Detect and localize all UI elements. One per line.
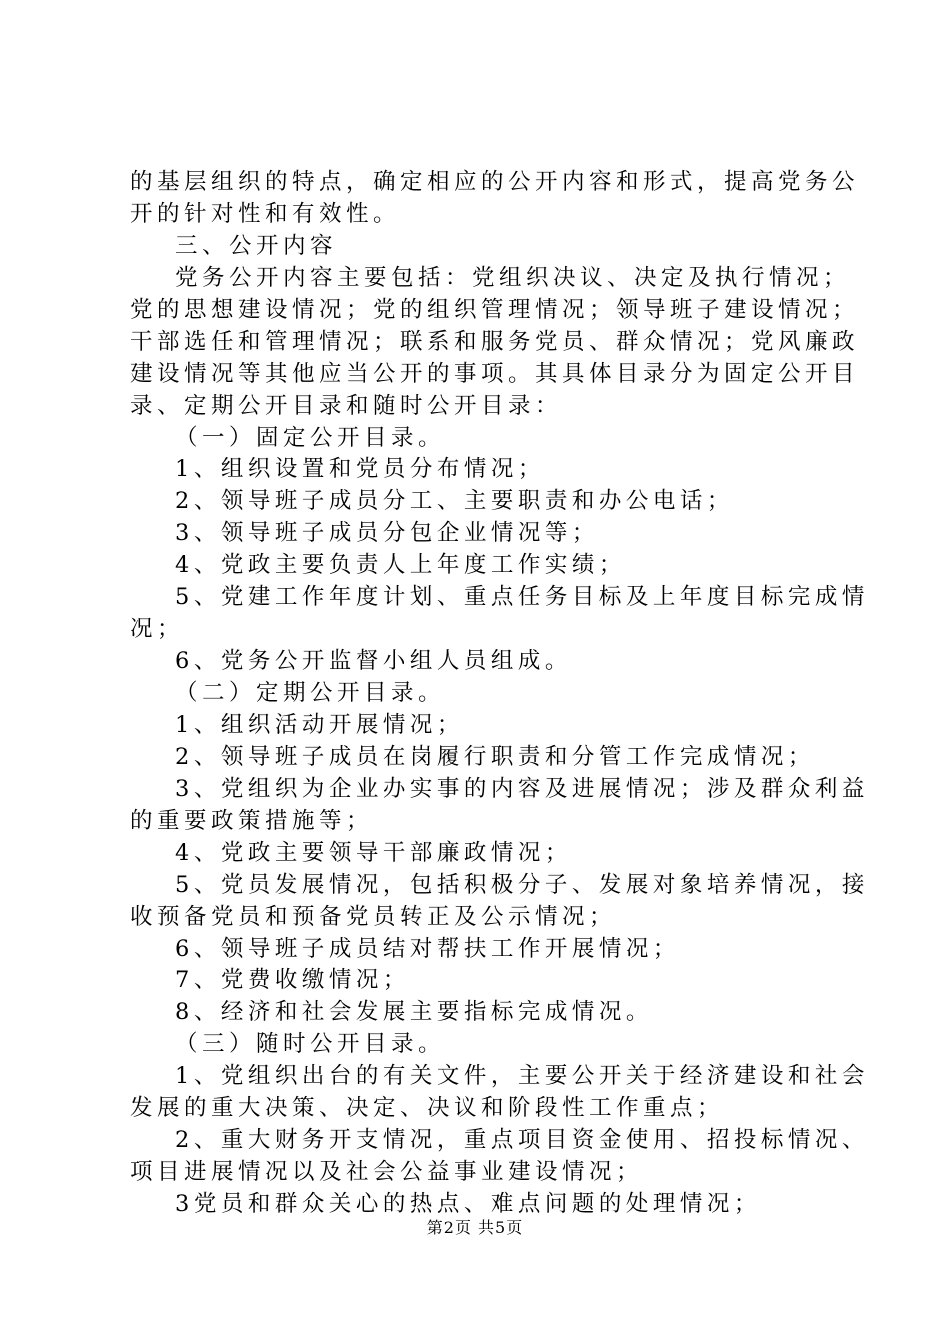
list-item-continuation: 的重要政策措施等； bbox=[130, 808, 374, 834]
subsection-heading: （一）固定公开目录。 bbox=[175, 425, 446, 451]
list-item: 5、党员发展情况，包括积极分子、发展对象培养情况，接 bbox=[175, 872, 869, 898]
list-item: 7、党费收缴情况； bbox=[175, 967, 410, 993]
body-line: 的基层组织的特点，确定相应的公开内容和形式，提高党务公 bbox=[130, 169, 860, 195]
list-item-continuation: 况； bbox=[130, 616, 185, 642]
list-item-continuation: 项目进展情况以及社会公益事业建设情况； bbox=[130, 1159, 644, 1185]
body-line: 录、定期公开目录和随时公开目录： bbox=[130, 393, 563, 419]
list-item: 1、组织活动开展情况； bbox=[175, 712, 464, 738]
list-item: 2、领导班子成员在岗履行职责和分管工作完成情况； bbox=[175, 744, 815, 770]
list-item: 4、党政主要领导干部廉政情况； bbox=[175, 840, 572, 866]
list-item: 3、领导班子成员分包企业情况等； bbox=[175, 520, 599, 546]
body-line: 党务公开内容主要包括：党组织决议、决定及执行情况； bbox=[175, 265, 851, 291]
list-item: 1、党组织出台的有关文件，主要公开关于经济建设和社会 bbox=[175, 1063, 869, 1089]
body-line: 建设情况等其他应当公开的事项。其具体目录分为固定公开目 bbox=[130, 361, 860, 387]
subsection-heading: （二）定期公开目录。 bbox=[175, 680, 446, 706]
list-item-continuation: 收预备党员和预备党员转正及公示情况； bbox=[130, 904, 617, 930]
body-line: 干部选任和管理情况；联系和服务党员、群众情况；党风廉政 bbox=[130, 329, 860, 355]
list-item-continuation: 发展的重大决策、决定、决议和阶段性工作重点； bbox=[130, 1095, 725, 1121]
list-item: 6、领导班子成员结对帮扶工作开展情况； bbox=[175, 936, 680, 962]
list-item: 3党员和群众关心的热点、难点问题的处理情况； bbox=[175, 1191, 761, 1217]
subsection-heading: （三）随时公开目录。 bbox=[175, 1031, 446, 1057]
body-line: 党的思想建设情况；党的组织管理情况；领导班子建设情况； bbox=[130, 297, 860, 323]
list-item: 8、经济和社会发展主要指标完成情况。 bbox=[175, 999, 653, 1025]
list-item: 3、党组织为企业办实事的内容及进展情况；涉及群众利益 bbox=[175, 776, 869, 802]
list-item: 5、党建工作年度计划、重点任务目标及上年度目标完成情 bbox=[175, 584, 869, 610]
list-item: 6、党务公开监督小组人员组成。 bbox=[175, 648, 572, 674]
body-line: 开的针对性和有效性。 bbox=[130, 201, 401, 227]
list-item: 4、党政主要负责人上年度工作实绩； bbox=[175, 552, 626, 578]
list-item: 2、重大财务开支情况，重点项目资金使用、招投标情况、 bbox=[175, 1127, 869, 1153]
section-heading: 三、公开内容 bbox=[175, 233, 338, 259]
list-item: 1、组织设置和党员分布情况； bbox=[175, 456, 545, 482]
list-item: 2、领导班子成员分工、主要职责和办公电话； bbox=[175, 488, 734, 514]
page-footer: 第2页 共5页 bbox=[426, 1218, 524, 1237]
